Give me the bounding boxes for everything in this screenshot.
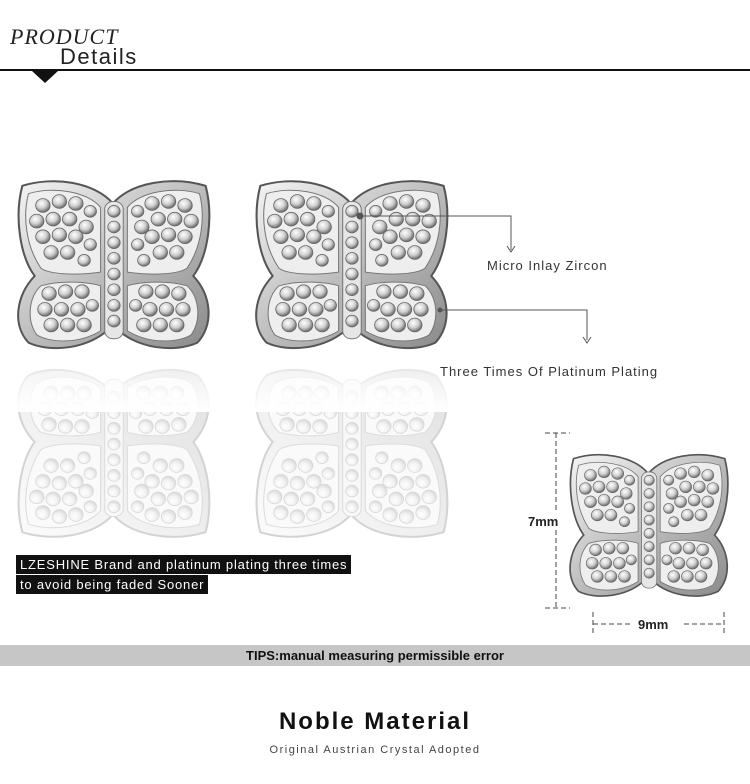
- noble-material-subtitle: Original Austrian Crystal Adopted: [269, 744, 481, 756]
- header-details-label: Details: [60, 44, 138, 69]
- header-product-label: PRODUCT: [10, 24, 119, 49]
- dimension-width-label: 9mm: [638, 617, 669, 632]
- earring-left: [18, 181, 209, 348]
- dimension-height-label: 7mm: [528, 514, 559, 529]
- callout-plating: Three Times Of Platinum Plating: [440, 364, 659, 379]
- brand-note-line1: LZESHINE Brand and platinum plating three times: [16, 555, 351, 574]
- earring-dimension-sample: [570, 455, 728, 596]
- noble-material-title: Noble Material: [278, 708, 472, 735]
- tips-bar: TIPS:manual measuring permissible error: [0, 645, 750, 666]
- callout-zircon: Micro Inlay Zircon: [487, 258, 608, 273]
- brand-note-line2: to avoid being faded Sooner: [16, 575, 208, 594]
- earring-right: [256, 181, 447, 348]
